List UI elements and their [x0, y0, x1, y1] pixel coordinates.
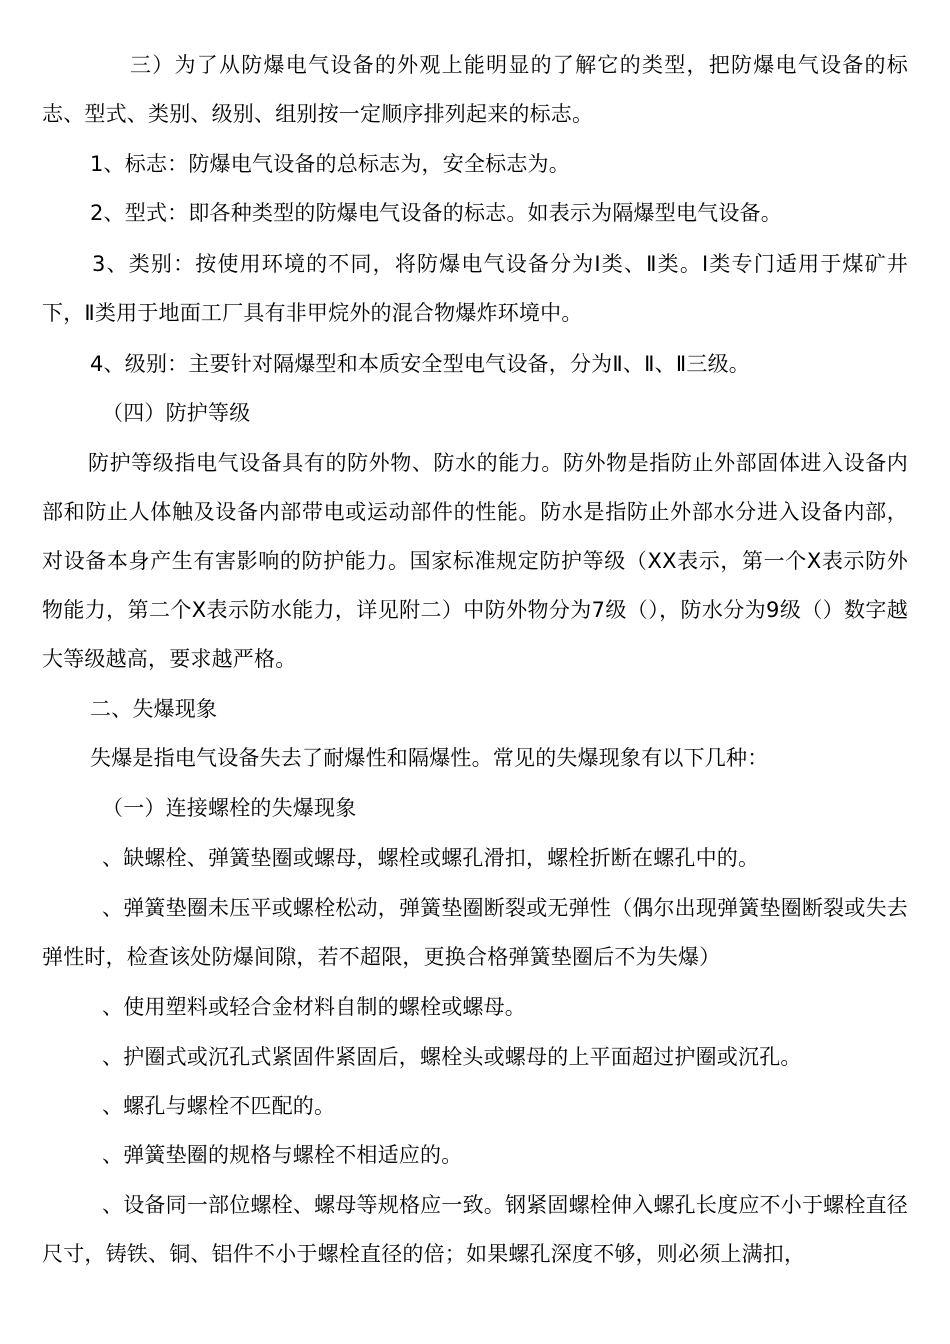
list-item-guard-ring: 、护圈式或沉孔式紧固件紧固后，螺栓头或螺母的上平面超过护圈或沉孔。	[102, 1045, 802, 1069]
paragraph-marking-intro: 三）为了从防爆电气设备的外观上能明显的了解它的类型，把防爆电气设备的标志、型式、类别、级别、组别按一定顺序排列起来的标志。	[42, 53, 908, 126]
list-item-uniform-spec: 、设备同一部位螺栓、螺母等规格应一致。钢紧固螺栓伸入螺孔长度应不小于螺栓直径尺寸，铸铁、铜、铝件不小于螺栓直径的倍；如果螺孔深度不够，则必须上满扣，	[42, 1193, 908, 1266]
paragraph-type: 2、型式：即各种类型的防爆电气设备的标志。如表示为隔爆型电气设备。	[90, 201, 782, 225]
paragraph-explosion-failure-intro: 失爆是指电气设备失去了耐爆性和隔爆性。常见的失爆现象有以下几种：	[90, 746, 769, 770]
list-item-washer-spec: 、弹簧垫圈的规格与螺栓不相适应的。	[102, 1143, 463, 1167]
section-heading-bolt-failure: （一）连接螺栓的失爆现象	[102, 796, 357, 820]
paragraph-category: 3、类别：按使用环境的不同，将防爆电气设备分为Ⅰ类、Ⅱ类。Ⅰ类专门适用于煤矿井下，Ⅱ类用于地面工厂具有非甲烷外的混合物爆炸环境中。	[42, 252, 908, 325]
list-item-spring-washer: 、弹簧垫圈未压平或螺栓松动，弹簧垫圈断裂或无弹性（偶尔出现弹簧垫圈断裂或失去弹性时，检查该处防爆间隙，若不超限，更换合格弹簧垫圈后不为失爆）	[42, 896, 908, 969]
section-heading-protection-level: （四）防护等级	[102, 401, 251, 425]
list-item-plastic-bolt: 、使用塑料或轻合金材料自制的螺栓或螺母。	[102, 995, 526, 1019]
list-item-missing-bolt: 、缺螺栓、弹簧垫圈或螺母，螺栓或螺孔滑扣，螺栓折断在螺孔中的。	[102, 846, 760, 870]
list-item-mismatch: 、螺孔与螺栓不匹配的。	[102, 1094, 336, 1118]
paragraph-marking-symbol: 1、标志：防爆电气设备的总标志为，安全标志为。	[90, 152, 570, 176]
paragraph-protection-level: 防护等级指电气设备具有的防外物、防水的能力。防外物是指防止外部固体进入设备内部和防止人体触及设备内部带电或运动部件的性能。防水是指防止外部水分进入设备内部，对设备本身产生有害影响的防护能力。国家标准规定防护等级（XX表示，第一个X表示防外物能力，第二个X表示防水能力，详见附二）中防外物分为7级（），防水分为9级（）数字越大等级越高，要求越严格。	[42, 451, 908, 671]
section-heading-explosion-failure: 二、失爆现象	[90, 697, 218, 721]
paragraph-level: 4、级别：主要针对隔爆型和本质安全型电气设备，分为Ⅱ、Ⅱ、Ⅱ三级。	[90, 352, 750, 376]
